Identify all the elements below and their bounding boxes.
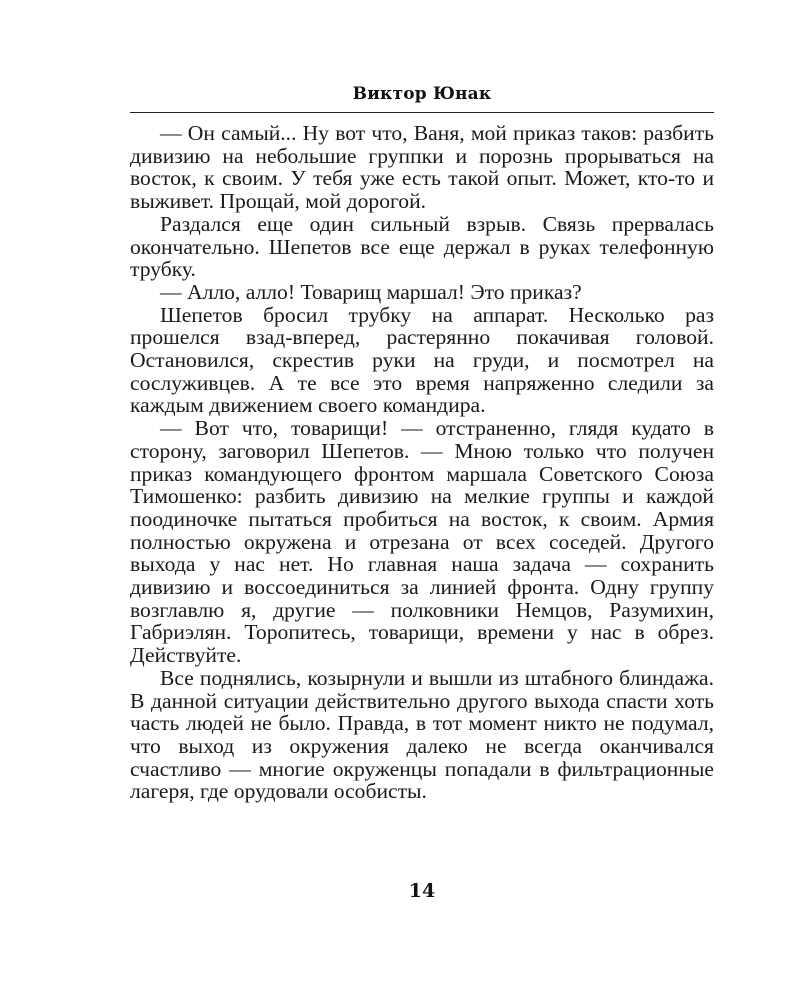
paragraph-6: Все поднялись, козырнули и вышли из штабного блиндажа. В данной ситуации действительно другого выхода спасти хоть часть людей не было. Правда, в тот момент никто не подумал, что выход из окружения далеко не всегда оканчивался счастливо — многие окруженцы попадали в фильтрационные лагеря, где орудовали особисты.: [130, 665, 714, 804]
paragraph-2: Раздался еще один сильный взрыв. Связь прервалась окончательно. Шепетов все еще держал в руках телефонную трубку.: [130, 211, 714, 282]
paragraph-4: Шепетов бросил трубку на аппарат. Несколько раз прошелся взад-вперед, растерянно покачивая головой. Остановился, скрестив руки на груди, и посмотрел на сослуживцев. А те все это время напряженно следили за каждым движением своего командира.: [130, 302, 714, 418]
page-number: 14: [408, 880, 436, 902]
paragraph-5: — Вот что, товарищи! — отстраненно, глядя кудато в сторону, заговорил Шепетов. — Мною только что получен приказ командующего фронтом маршала Советского Союза Тимошенко: разбить дивизию на мелкие группы и каждой поодиночке пытаться пробиться на восток, к своим. Армия полностью окружена и отрезана от всех соседей. Другого выхода у нас нет. Но главная наша задача — сохранить дивизию и воссоединиться за линией фронта. Одну группу возглавлю я, другие — полковники Немцов, Разумихин, Габриэлян. Торопитесь, товарищи, времени у нас в обрез. Действуйте.: [130, 416, 714, 668]
page-body: [130, 122, 714, 803]
running-header-author: Виктор Юнак: [352, 84, 492, 104]
header-divider: [130, 112, 714, 113]
paragraph-3: — Алло, алло! Товарищ маршал! Это приказ?: [160, 279, 582, 304]
paragraph-1: — Он самый... Ну вот что, Ваня, мой приказ таков: разбить дивизию на небольшие группки и порознь прорываться на восток, к своим. У тебя уже есть такой опыт. Может, кто-то и выживет. Прощай, мой дорогой.: [130, 121, 714, 214]
